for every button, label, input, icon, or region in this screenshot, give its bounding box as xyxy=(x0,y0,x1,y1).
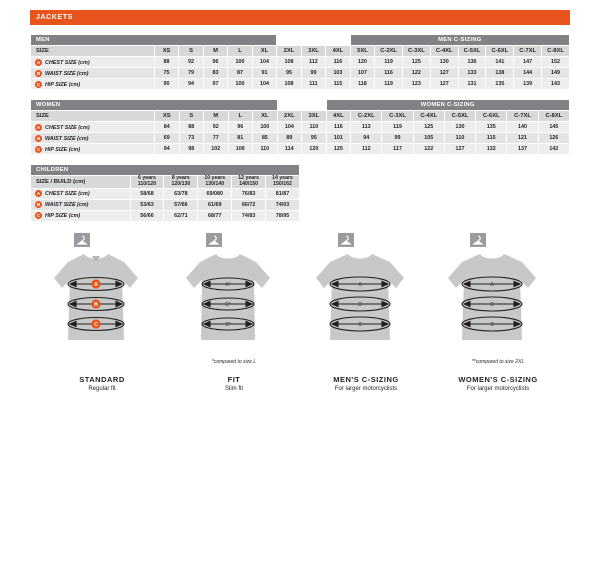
cell: 95 xyxy=(277,68,301,79)
cell: 108 xyxy=(277,79,301,90)
cell: 126 xyxy=(538,133,569,144)
hanger-icon xyxy=(470,233,486,247)
table-row xyxy=(31,188,300,199)
size-c4xl: C-4XL xyxy=(430,46,458,57)
cell: 78/95 xyxy=(266,210,300,221)
size-2xl: 2XL xyxy=(277,46,301,57)
cell: 94 xyxy=(179,79,203,90)
cell: 99 xyxy=(301,68,325,79)
cell: 139 xyxy=(514,79,542,90)
children-col-age: 12 years xyxy=(238,175,260,181)
svg-text:C*: C* xyxy=(225,321,231,328)
cell: 81/87 xyxy=(266,188,300,199)
size-xs: XS xyxy=(155,111,180,122)
group-label-women: WOMEN xyxy=(31,100,278,111)
cell: 100 xyxy=(253,122,278,133)
cell: 99 xyxy=(382,133,413,144)
cell: 143 xyxy=(542,79,570,90)
cell: 89 xyxy=(277,133,302,144)
row-label-text: WAIST SIZE (cm) xyxy=(45,70,89,77)
svg-text:B*: B* xyxy=(225,301,231,308)
page-title: JACKETS xyxy=(30,10,570,25)
figure-note xyxy=(36,359,168,369)
cell: 104 xyxy=(277,122,302,133)
table-group-header-row xyxy=(31,165,300,176)
cell: 87 xyxy=(228,68,252,79)
row-label-text: WAIST SIZE (cm) xyxy=(45,135,89,142)
size-4xl: 4XL xyxy=(326,111,351,122)
figure-title: STANDARD xyxy=(79,374,125,384)
children-col-cm: 150/162 xyxy=(273,180,292,187)
children-col-cm: 110/120 xyxy=(137,180,157,187)
size-5xl: 5XL xyxy=(350,46,374,57)
cell: 130 xyxy=(430,57,458,68)
cell: 152 xyxy=(542,57,570,68)
cell: 115 xyxy=(326,79,350,90)
cell: 116 xyxy=(326,57,350,68)
size-c3xl: C-3XL xyxy=(382,111,413,122)
figure-title: MEN'S C-SIZING xyxy=(333,374,399,384)
cell: 100 xyxy=(228,79,252,90)
cell: 98 xyxy=(179,144,204,155)
men-size-table xyxy=(30,34,570,90)
svg-text:C: C xyxy=(358,321,362,328)
cell: 74/03 xyxy=(266,199,300,210)
cell: 91 xyxy=(252,68,276,79)
svg-text:A: A xyxy=(94,281,98,288)
cell: 110 xyxy=(302,122,327,133)
figure-mens-c-sizing xyxy=(300,232,432,392)
table-row xyxy=(31,144,570,155)
svg-text:A*: A* xyxy=(225,281,231,288)
children-col-age: 10 years xyxy=(204,175,226,181)
bullet-a: A xyxy=(36,124,41,130)
size-3xl: 3XL xyxy=(302,111,327,122)
cell: 110 xyxy=(444,133,475,144)
jacket-illustration-standard xyxy=(42,232,162,357)
cell: 69 xyxy=(155,133,180,144)
cell: 95 xyxy=(302,133,327,144)
cell: 116 xyxy=(375,68,403,79)
size-c2xl: C-2XL xyxy=(375,46,403,57)
bullet-b: B xyxy=(36,202,41,208)
figure-fit xyxy=(168,232,300,392)
figure-title: WOMEN'S C-SIZING xyxy=(458,374,538,384)
cell: 137 xyxy=(507,144,538,155)
cell: 104 xyxy=(252,57,276,68)
cell: 135 xyxy=(486,79,514,90)
size-xl: XL xyxy=(253,111,278,122)
spacer-cell xyxy=(277,100,326,111)
cell: 122 xyxy=(402,68,430,79)
size-c5xl: C-5XL xyxy=(444,111,475,122)
size-c8xl: C-8XL xyxy=(538,111,569,122)
cell: 125 xyxy=(402,57,430,68)
children-col-8y xyxy=(164,176,198,189)
group-label-children: CHILDREN xyxy=(31,165,300,176)
table-size-header-row xyxy=(31,176,300,189)
hanger-icon xyxy=(206,233,222,247)
size-label: SIZE xyxy=(31,111,155,122)
figure-standard xyxy=(36,232,168,392)
table-row xyxy=(31,68,570,79)
table-row xyxy=(31,210,300,221)
jacket-illustration-mens-c xyxy=(306,232,426,357)
cell: 135 xyxy=(476,122,507,133)
table-row xyxy=(31,199,300,210)
cell: 133 xyxy=(458,68,486,79)
svg-text:B: B xyxy=(358,301,362,308)
size-xs: XS xyxy=(154,46,178,57)
children-col-cm: 130/140 xyxy=(205,180,225,187)
cell: 127 xyxy=(430,79,458,90)
cell: 105 xyxy=(413,133,444,144)
cell: 97 xyxy=(203,79,227,90)
women-size-table xyxy=(30,99,570,155)
cell: 56/66 xyxy=(130,210,164,221)
cell: 94 xyxy=(351,133,382,144)
children-col-10y xyxy=(198,176,232,189)
size-c7xl: C-7XL xyxy=(514,46,542,57)
cell: 83 xyxy=(203,68,227,79)
cell: 141 xyxy=(486,57,514,68)
cell: 58/68 xyxy=(130,188,164,199)
row-label-hip xyxy=(31,144,155,155)
cell: 122 xyxy=(413,144,444,155)
cell: 84 xyxy=(155,122,180,133)
cell: 111 xyxy=(301,79,325,90)
group-label-men: MEN xyxy=(31,35,277,46)
svg-text:A: A xyxy=(358,281,362,288)
size-l: L xyxy=(228,111,253,122)
size-3xl: 3XL xyxy=(301,46,325,57)
fit-illustrations xyxy=(30,232,570,392)
size-s: S xyxy=(179,46,203,57)
cell: 125 xyxy=(413,122,444,133)
size-c7xl: C-7XL xyxy=(507,111,538,122)
cell: 73 xyxy=(179,133,204,144)
cell: 107 xyxy=(350,68,374,79)
children-size-table xyxy=(30,164,300,222)
size-2xl: 2XL xyxy=(277,111,302,122)
figure-note xyxy=(300,359,432,369)
row-label-waist xyxy=(31,68,155,79)
spacer-cell xyxy=(277,35,350,46)
jacket-illustration-womens-c xyxy=(438,232,558,357)
children-col-age: 14 years xyxy=(272,175,293,181)
row-label-waist xyxy=(31,133,155,144)
cell: 119 xyxy=(375,79,403,90)
row-label-text: HIP SIZE (cm) xyxy=(45,81,81,88)
table-size-header-row xyxy=(31,111,570,122)
svg-text:B: B xyxy=(490,301,494,308)
cell: 149 xyxy=(542,68,570,79)
cell: 108 xyxy=(277,57,301,68)
size-c2xl: C-2XL xyxy=(351,111,382,122)
hanger-icon xyxy=(338,233,354,247)
svg-text:C: C xyxy=(490,321,494,328)
cell: 74/83 xyxy=(232,210,266,221)
table-size-header-row xyxy=(31,46,570,57)
size-m: M xyxy=(203,46,227,57)
cell: 63/78 xyxy=(164,188,198,199)
cell: 123 xyxy=(402,79,430,90)
cell: 85 xyxy=(253,133,278,144)
cell: 138 xyxy=(486,68,514,79)
group-label-men-csizing: MEN C-SIZING xyxy=(350,35,569,46)
children-col-12y xyxy=(232,176,266,189)
children-col-cm: 120/130 xyxy=(171,180,191,187)
row-label-chest xyxy=(31,188,131,199)
cell: 145 xyxy=(538,122,569,133)
size-c6xl: C-6XL xyxy=(486,46,514,57)
cell: 101 xyxy=(326,133,351,144)
cell: 140 xyxy=(507,122,538,133)
cell: 69/080 xyxy=(198,188,232,199)
cell: 68/77 xyxy=(198,210,232,221)
size-4xl: 4XL xyxy=(326,46,350,57)
cell: 104 xyxy=(252,79,276,90)
figure-title: FIT xyxy=(227,374,241,384)
cell: 92 xyxy=(204,122,229,133)
cell: 76/83 xyxy=(232,188,266,199)
bullet-c: C xyxy=(36,81,41,87)
size-c3xl: C-3XL xyxy=(402,46,430,57)
children-col-6y xyxy=(130,176,164,189)
cell: 61/69 xyxy=(198,199,232,210)
cell: 90 xyxy=(154,79,178,90)
children-col-cm: 140/150 xyxy=(239,180,259,187)
cell: 62/71 xyxy=(164,210,198,221)
size-xl: XL xyxy=(252,46,276,57)
cell: 92 xyxy=(179,57,203,68)
cell: 102 xyxy=(204,144,229,155)
size-c5xl: C-5XL xyxy=(458,46,486,57)
cell: 120 xyxy=(350,57,374,68)
size-c6xl: C-6XL xyxy=(476,111,507,122)
size-m: M xyxy=(204,111,229,122)
size-c8xl: C-8XL xyxy=(542,46,570,57)
row-label-text: WAIST SIZE (cm) xyxy=(45,202,89,209)
size-s: S xyxy=(179,111,204,122)
children-col-14y xyxy=(266,176,300,189)
bullet-a: A xyxy=(36,191,41,197)
size-l: L xyxy=(228,46,252,57)
row-label-hip xyxy=(31,79,155,90)
figure-note: **compared to size 2XL xyxy=(471,358,525,365)
cell: 113 xyxy=(351,122,382,133)
cell: 112 xyxy=(301,57,325,68)
figure-subtitle: Slim fit xyxy=(225,385,243,392)
row-label-text: CHEST SIZE (cm) xyxy=(45,124,90,131)
cell: 79 xyxy=(179,68,203,79)
bullet-c: C xyxy=(36,146,41,152)
cell: 57/66 xyxy=(164,199,198,210)
cell: 77 xyxy=(204,133,229,144)
row-label-chest xyxy=(31,122,155,133)
group-label-women-csizing: WOMEN C-SIZING xyxy=(326,100,569,111)
table-group-header-row xyxy=(31,100,570,111)
cell: 127 xyxy=(444,144,475,155)
bullet-a: A xyxy=(36,59,41,65)
cell: 100 xyxy=(228,57,252,68)
bullet-b: B xyxy=(36,135,41,141)
row-label-text: CHEST SIZE (cm) xyxy=(45,191,90,198)
cell: 125 xyxy=(326,144,351,155)
cell: 114 xyxy=(277,144,302,155)
size-c4xl: C-4XL xyxy=(413,111,444,122)
row-label-text: CHEST SIZE (cm) xyxy=(45,59,90,66)
cell: 142 xyxy=(538,144,569,155)
cell: 115 xyxy=(476,133,507,144)
row-label-waist xyxy=(31,199,131,210)
svg-text:C: C xyxy=(94,321,98,328)
svg-text:A: A xyxy=(490,281,494,288)
cell: 121 xyxy=(507,133,538,144)
cell: 144 xyxy=(514,68,542,79)
cell: 116 xyxy=(326,122,351,133)
cell: 110 xyxy=(253,144,278,155)
cell: 103 xyxy=(326,68,350,79)
cell: 53/63 xyxy=(130,199,164,210)
size-label: SIZE xyxy=(31,46,155,57)
cell: 88 xyxy=(154,57,178,68)
cell: 66/72 xyxy=(232,199,266,210)
cell: 127 xyxy=(430,68,458,79)
table-row xyxy=(31,57,570,68)
figure-subtitle: For larger motorcyclists xyxy=(466,385,530,392)
children-col-age: 6 years xyxy=(138,175,156,181)
figure-subtitle: Regular fit xyxy=(88,385,116,392)
figure-note: *compared to size L xyxy=(211,358,257,365)
cell: 120 xyxy=(302,144,327,155)
cell: 130 xyxy=(444,122,475,133)
cell: 119 xyxy=(375,57,403,68)
row-label-text: HIP SIZE (cm) xyxy=(45,213,81,220)
cell: 88 xyxy=(179,122,204,133)
cell: 112 xyxy=(351,144,382,155)
jacket-illustration-fit xyxy=(174,232,294,357)
row-label-chest xyxy=(31,57,155,68)
cell: 118 xyxy=(350,79,374,90)
row-label-text: HIP SIZE (cm) xyxy=(45,146,81,153)
cell: 75 xyxy=(154,68,178,79)
bullet-b: B xyxy=(36,70,41,76)
table-row xyxy=(31,133,570,144)
bullet-c: C xyxy=(36,213,41,219)
cell: 96 xyxy=(203,57,227,68)
cell: 147 xyxy=(514,57,542,68)
cell: 81 xyxy=(228,133,253,144)
figure-subtitle: For larger motorcyclists xyxy=(334,385,398,392)
svg-text:B: B xyxy=(94,301,98,308)
children-col-age: 8 years xyxy=(171,175,190,181)
cell: 106 xyxy=(228,144,253,155)
figure-womens-c-sizing xyxy=(432,232,564,392)
table-row xyxy=(31,79,570,90)
size-build-label: SIZE / BUILD (cm) xyxy=(31,176,131,189)
cell: 119 xyxy=(382,122,413,133)
cell: 117 xyxy=(382,144,413,155)
cell: 96 xyxy=(228,122,253,133)
cell: 131 xyxy=(458,79,486,90)
cell: 132 xyxy=(476,144,507,155)
cell: 136 xyxy=(458,57,486,68)
cell: 94 xyxy=(155,144,180,155)
table-group-header-row xyxy=(31,35,570,46)
hanger-icon xyxy=(74,233,90,247)
row-label-hip xyxy=(31,210,131,221)
table-row xyxy=(31,122,570,133)
